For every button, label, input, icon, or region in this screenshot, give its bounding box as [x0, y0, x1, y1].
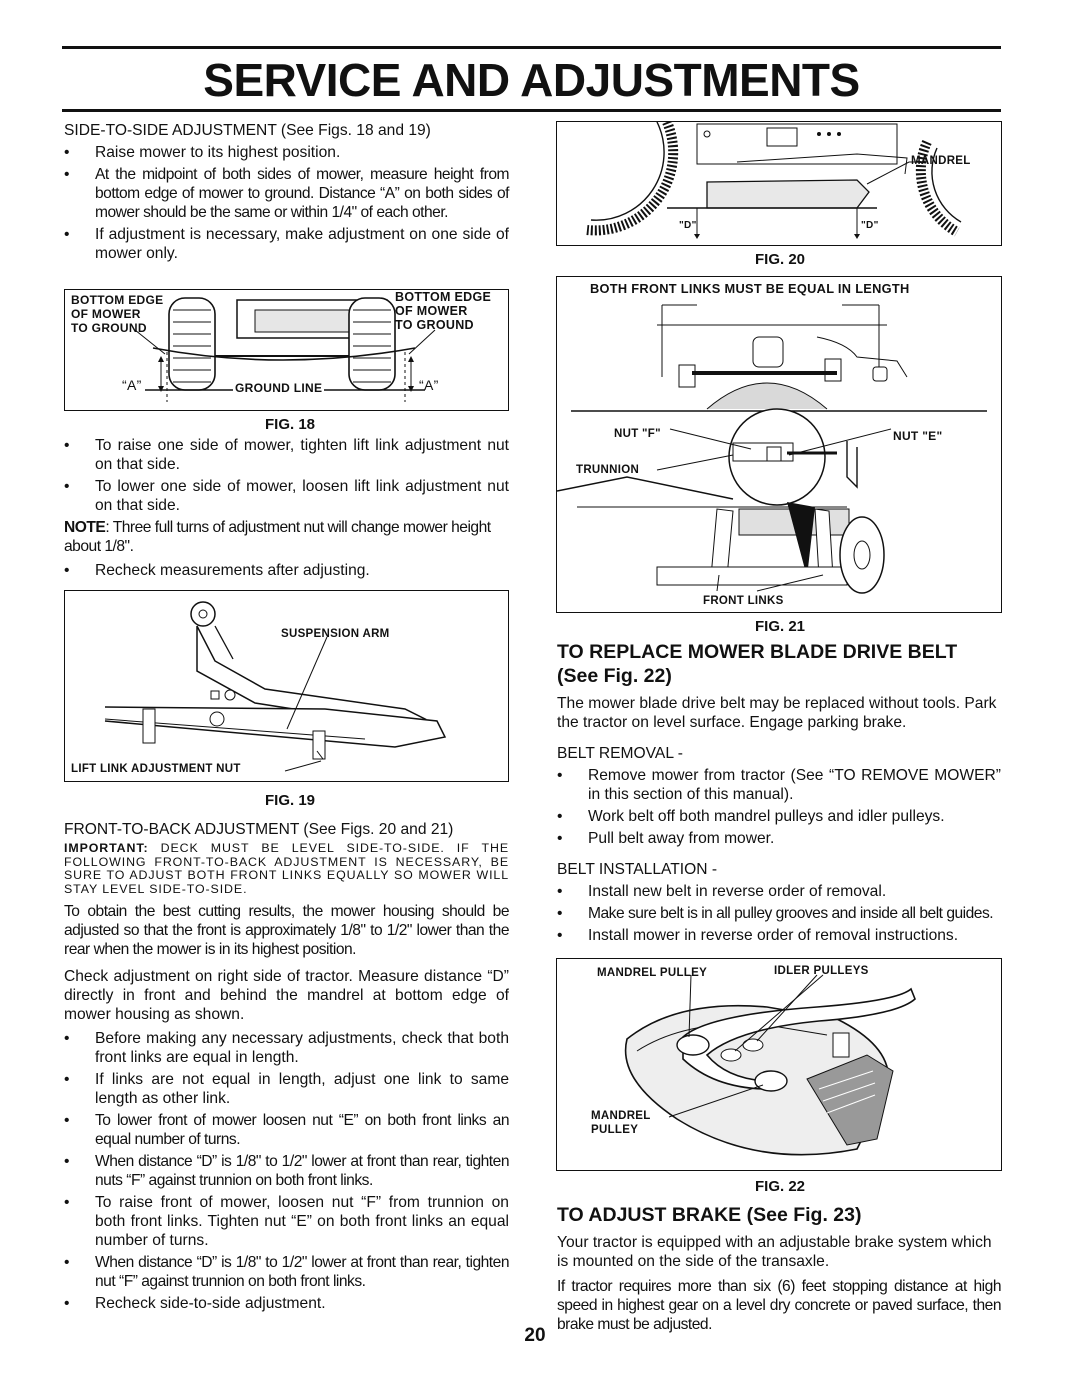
list-item: • Before making any necessary adjustments, check that both front links are equal in length.: [64, 1029, 509, 1067]
list-item: • To raise one side of mower, tighten lift link adjustment nut on that side.: [64, 436, 509, 474]
fig21-caption: FIG. 21: [754, 618, 806, 635]
fig18-a-left: “A”: [122, 377, 142, 393]
list-item: • Remove mower from tractor (See “TO REMOVE MOWER” in this section of this manual).: [557, 766, 1001, 804]
belt-heading: TO REPLACE MOWER BLADE DRIVE BELT (See Fig. 22): [557, 641, 958, 687]
paragraph: Your tractor is equipped with an adjustable brake system which is mounted on the side of the transaxle.: [557, 1234, 992, 1270]
fig20-d-right: "D": [861, 220, 879, 231]
important-note: [64, 842, 509, 896]
important-text: DECK MUST BE LEVEL SIDE-TO-SIDE. IF THE FOLLOWING FRONT-TO-BACK ADJUSTMENT IS NECESSARY, BE SURE TO ADJUST BOTH FRONT LINKS EQUALLY SO MOWER WILL STAY LEVEL SIDE-TO-SIDE.: [64, 841, 509, 896]
fig18-label-right: BOTTOM EDGE OF MOWER TO GROUND: [395, 290, 492, 332]
paragraph: To obtain the best cutting results, the mower housing should be adjusted so that the front is approximately 1/8" to 1/2" lower than the rear when the mower is in its highest position.: [64, 903, 509, 958]
list-item: • Recheck measurements after adjusting.: [64, 561, 509, 580]
fig18-diagram: [64, 289, 509, 411]
list-item: • Raise mower to its highest position.: [64, 143, 509, 162]
list-item: • If adjustment is necessary, make adjustment on one side of mower only.: [64, 225, 509, 263]
list-item: • To lower one side of mower, loosen lift link adjustment nut on that side.: [64, 477, 509, 515]
list-item: • When distance “D” is 1/8" to 1/2" lower at front than rear, tighten nut “F” against trunnion on both front links.: [64, 1253, 509, 1291]
list-item: • To lower front of mower loosen nut “E” on both front links an equal number of turns.: [64, 1111, 509, 1149]
list-item: • Install new belt in reverse order of removal.: [557, 882, 1001, 901]
list-item: • Install mower in reverse order of removal instructions.: [557, 926, 1001, 945]
belt-installation-heading: BELT INSTALLATION -: [557, 861, 718, 878]
fig22-diagram: [556, 958, 1002, 1171]
fig18-a-right: “A”: [419, 377, 439, 393]
side-to-side-section: [64, 121, 509, 266]
side-to-side-heading: SIDE-TO-SIDE ADJUSTMENT (See Figs. 18 and 19): [64, 122, 431, 139]
fig19-lift-nut-label: LIFT LINK ADJUSTMENT NUT: [71, 763, 241, 775]
fig18-ground-line-label: GROUND LINE: [235, 381, 323, 395]
brake-section: [557, 1203, 1001, 1337]
fig20-illustration: [557, 122, 1001, 245]
fig19-diagram: [64, 590, 509, 782]
raise-lower-section: [64, 436, 509, 583]
paragraph: If tractor requires more than six (6) feet stopping distance at high speed in highest gear on a level dry concrete or paved surface, then brake must be adjusted.: [557, 1278, 1001, 1333]
belt-removal-heading: BELT REMOVAL -: [557, 745, 683, 762]
fig19-illustration: [65, 591, 508, 781]
belt-section: [557, 640, 1001, 948]
fig22-illustration: [557, 959, 1001, 1170]
fig21-diagram: [556, 276, 1002, 613]
fig21-trunnion-label: TRUNNION: [576, 464, 640, 476]
list-item: • When distance “D” is 1/8" to 1/2" lower at front than rear, tighten nuts “F” against trunnion on both front links.: [64, 1152, 509, 1190]
fig21-front-links-label: FRONT LINKS: [703, 595, 784, 607]
fig20-diagram: [556, 121, 1002, 246]
note-label: NOTE: [64, 519, 106, 536]
fig22-idler-pulleys-label: IDLER PULLEYS: [774, 965, 869, 977]
fig22-caption: FIG. 22: [754, 1178, 806, 1195]
paragraph: Check adjustment on right side of tractor. Measure distance “D” directly in front and behind the mandrel at bottom edge of mower housing as shown.: [64, 968, 509, 1023]
note-text: : Three full turns of adjustment nut will change mower height about 1/8".: [64, 519, 491, 555]
list-item: • Make sure belt is in all pulley grooves and inside all belt guides.: [557, 904, 1001, 923]
fig20-mandrel-label: MANDREL: [911, 155, 971, 167]
important-label: IMPORTANT:: [64, 841, 149, 855]
fig18-caption: FIG. 18: [264, 416, 316, 433]
fig20-caption: FIG. 20: [754, 251, 806, 268]
fig21-header: BOTH FRONT LINKS MUST BE EQUAL IN LENGTH: [590, 281, 910, 296]
fig21-nut-f-label: NUT "F": [614, 428, 661, 440]
list-item: • Recheck side-to-side adjustment.: [64, 1294, 509, 1313]
note-paragraph: [64, 518, 509, 556]
fig22-mandrel-pulley-top-label: MANDREL PULLEY: [597, 967, 708, 979]
front-to-back-section: [64, 820, 509, 1316]
title-underline: [62, 109, 1001, 112]
fig18-label-left: BOTTOM EDGE OF MOWER TO GROUND: [71, 293, 164, 335]
page-number: 20: [524, 1325, 546, 1346]
front-to-back-heading: FRONT-TO-BACK ADJUSTMENT (See Figs. 20 and 21): [64, 821, 454, 838]
fig19-caption: FIG. 19: [264, 792, 316, 809]
list-item: • Pull belt away from mower.: [557, 829, 1001, 848]
paragraph: The mower blade drive belt may be replaced without tools. Park the tractor on level surface. Engage parking brake.: [557, 695, 997, 731]
page-title: SERVICE AND ADJUSTMENTS: [203, 54, 860, 106]
fig21-nut-e-label: NUT "E": [893, 429, 943, 443]
top-rule: [62, 46, 1001, 49]
fig21-illustration: [557, 277, 1001, 612]
fig22-mandrel-pulley-bottom-label: MANDREL PULLEY: [591, 1110, 651, 1136]
list-item: • To raise front of mower, loosen nut “F” from trunnion on both front links. Tighten nut “E” on both front links an equal number of turns.: [64, 1193, 509, 1250]
list-item: • At the midpoint of both sides of mower, measure height from bottom edge of mower to ground. Distance “A” on both sides of mower should be the same or within 1/4" of each other.: [64, 165, 509, 222]
brake-heading: TO ADJUST BRAKE (See Fig. 23): [557, 1204, 862, 1226]
list-item: • If links are not equal in length, adjust one link to same length as other link.: [64, 1070, 509, 1108]
fig20-d-left: "D": [679, 220, 697, 231]
fig19-suspension-arm-label: SUSPENSION ARM: [281, 628, 390, 640]
list-item: • Work belt off both mandrel pulleys and idler pulleys.: [557, 807, 1001, 826]
